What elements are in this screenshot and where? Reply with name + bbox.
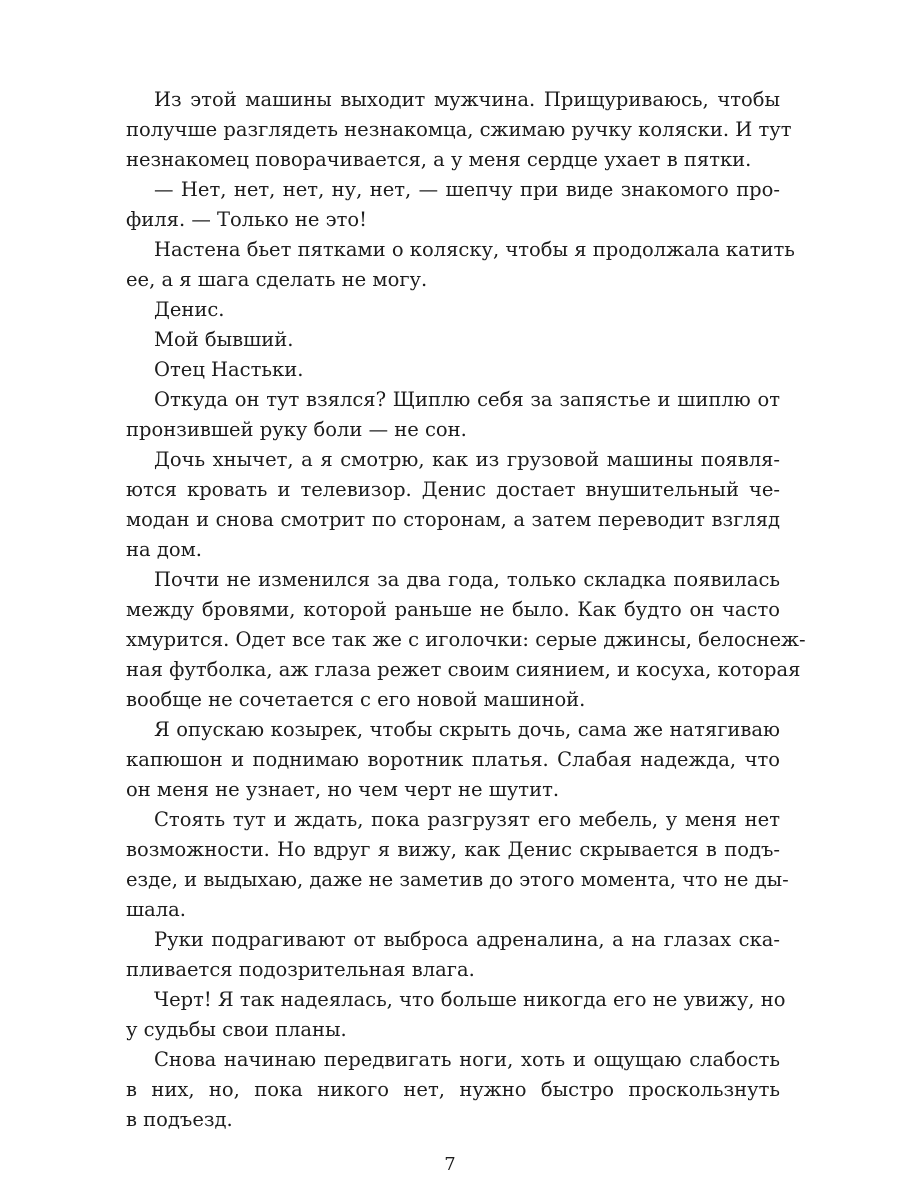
text-line: Отец Настьки. — [154, 358, 304, 381]
text-line: в них, но, пока никого нет, нужно быстро проскользнуть — [126, 1078, 780, 1101]
text-line: пливается подозрительная влага. — [126, 958, 475, 981]
text-line: Настена бьет пятками о коляску, чтобы я продолжала катить — [154, 238, 795, 261]
text-line: у судьбы свои планы. — [126, 1018, 347, 1041]
text-line: возможности. Но вдруг я вижу, как Денис скрывается в подъ- — [126, 838, 780, 861]
text-line: он меня не узнает, но чем черт не шутит. — [126, 778, 560, 801]
text-line: езде, и выдыхаю, даже не заметив до этого момента, что не ды- — [126, 868, 789, 891]
text-line: Стоять тут и ждать, пока разгрузят его мебель, у меня нет — [154, 808, 780, 831]
text-line: шала. — [126, 898, 186, 921]
text-line: Мой бывший. — [154, 328, 294, 351]
text-line: в подъезд. — [126, 1108, 233, 1131]
text-line: капюшон и поднимаю воротник платья. Слабая надежда, что — [126, 748, 780, 771]
text-line: между бровями, которой раньше не было. Как будто он часто — [126, 598, 780, 621]
page-number: 7 — [444, 1154, 456, 1175]
text-line: незнакомец поворачивается, а у меня сердце ухает в пятки. — [126, 148, 752, 171]
text-line: Руки подрагивают от выброса адреналина, а на глазах ска- — [154, 928, 780, 951]
text-line: Почти не изменился за два года, только складка появилась — [154, 568, 780, 591]
text-line: Я опускаю козырек, чтобы скрыть дочь, сама же натягиваю — [154, 718, 780, 741]
text-line: пронзившей руку боли — не сон. — [126, 418, 467, 441]
text-line: модан и снова смотрит по сторонам, а затем переводит взгляд — [126, 508, 780, 531]
text-line: вообще не сочетается с его новой машиной. — [126, 688, 586, 711]
text-line: Из этой машины выходит мужчина. Прищуриваюсь, чтобы — [154, 88, 780, 111]
text-line: ются кровать и телевизор. Денис достает внушительный че- — [126, 478, 780, 501]
text-line: хмурится. Одет все так же с иголочки: серые джинсы, белоснеж- — [126, 628, 806, 651]
text-line: Черт! Я так надеялась, что больше никогда его не увижу, но — [154, 988, 786, 1011]
text-line: получше разглядеть незнакомца, сжимаю ручку коляски. И тут — [126, 118, 792, 141]
text-line: филя. — Только не это! — [126, 208, 367, 231]
text-line: Дочь хнычет, а я смотрю, как из грузовой машины появля- — [154, 448, 780, 471]
text-line: Снова начинаю передвигать ноги, хоть и ощущаю слабость — [154, 1048, 780, 1071]
text-line: ее, а я шага сделать не могу. — [126, 268, 428, 291]
text-line: ная футболка, аж глаза режет своим сиянием, и косуха, которая — [126, 658, 801, 681]
text-line: — Нет, нет, нет, ну, нет, — шепчу при виде знакомого про- — [154, 178, 780, 201]
text-line: на дом. — [126, 538, 202, 561]
text-line: Денис. — [154, 298, 225, 321]
text-line: Откуда он тут взялся? Щиплю себя за запястье и шиплю от — [154, 388, 780, 411]
